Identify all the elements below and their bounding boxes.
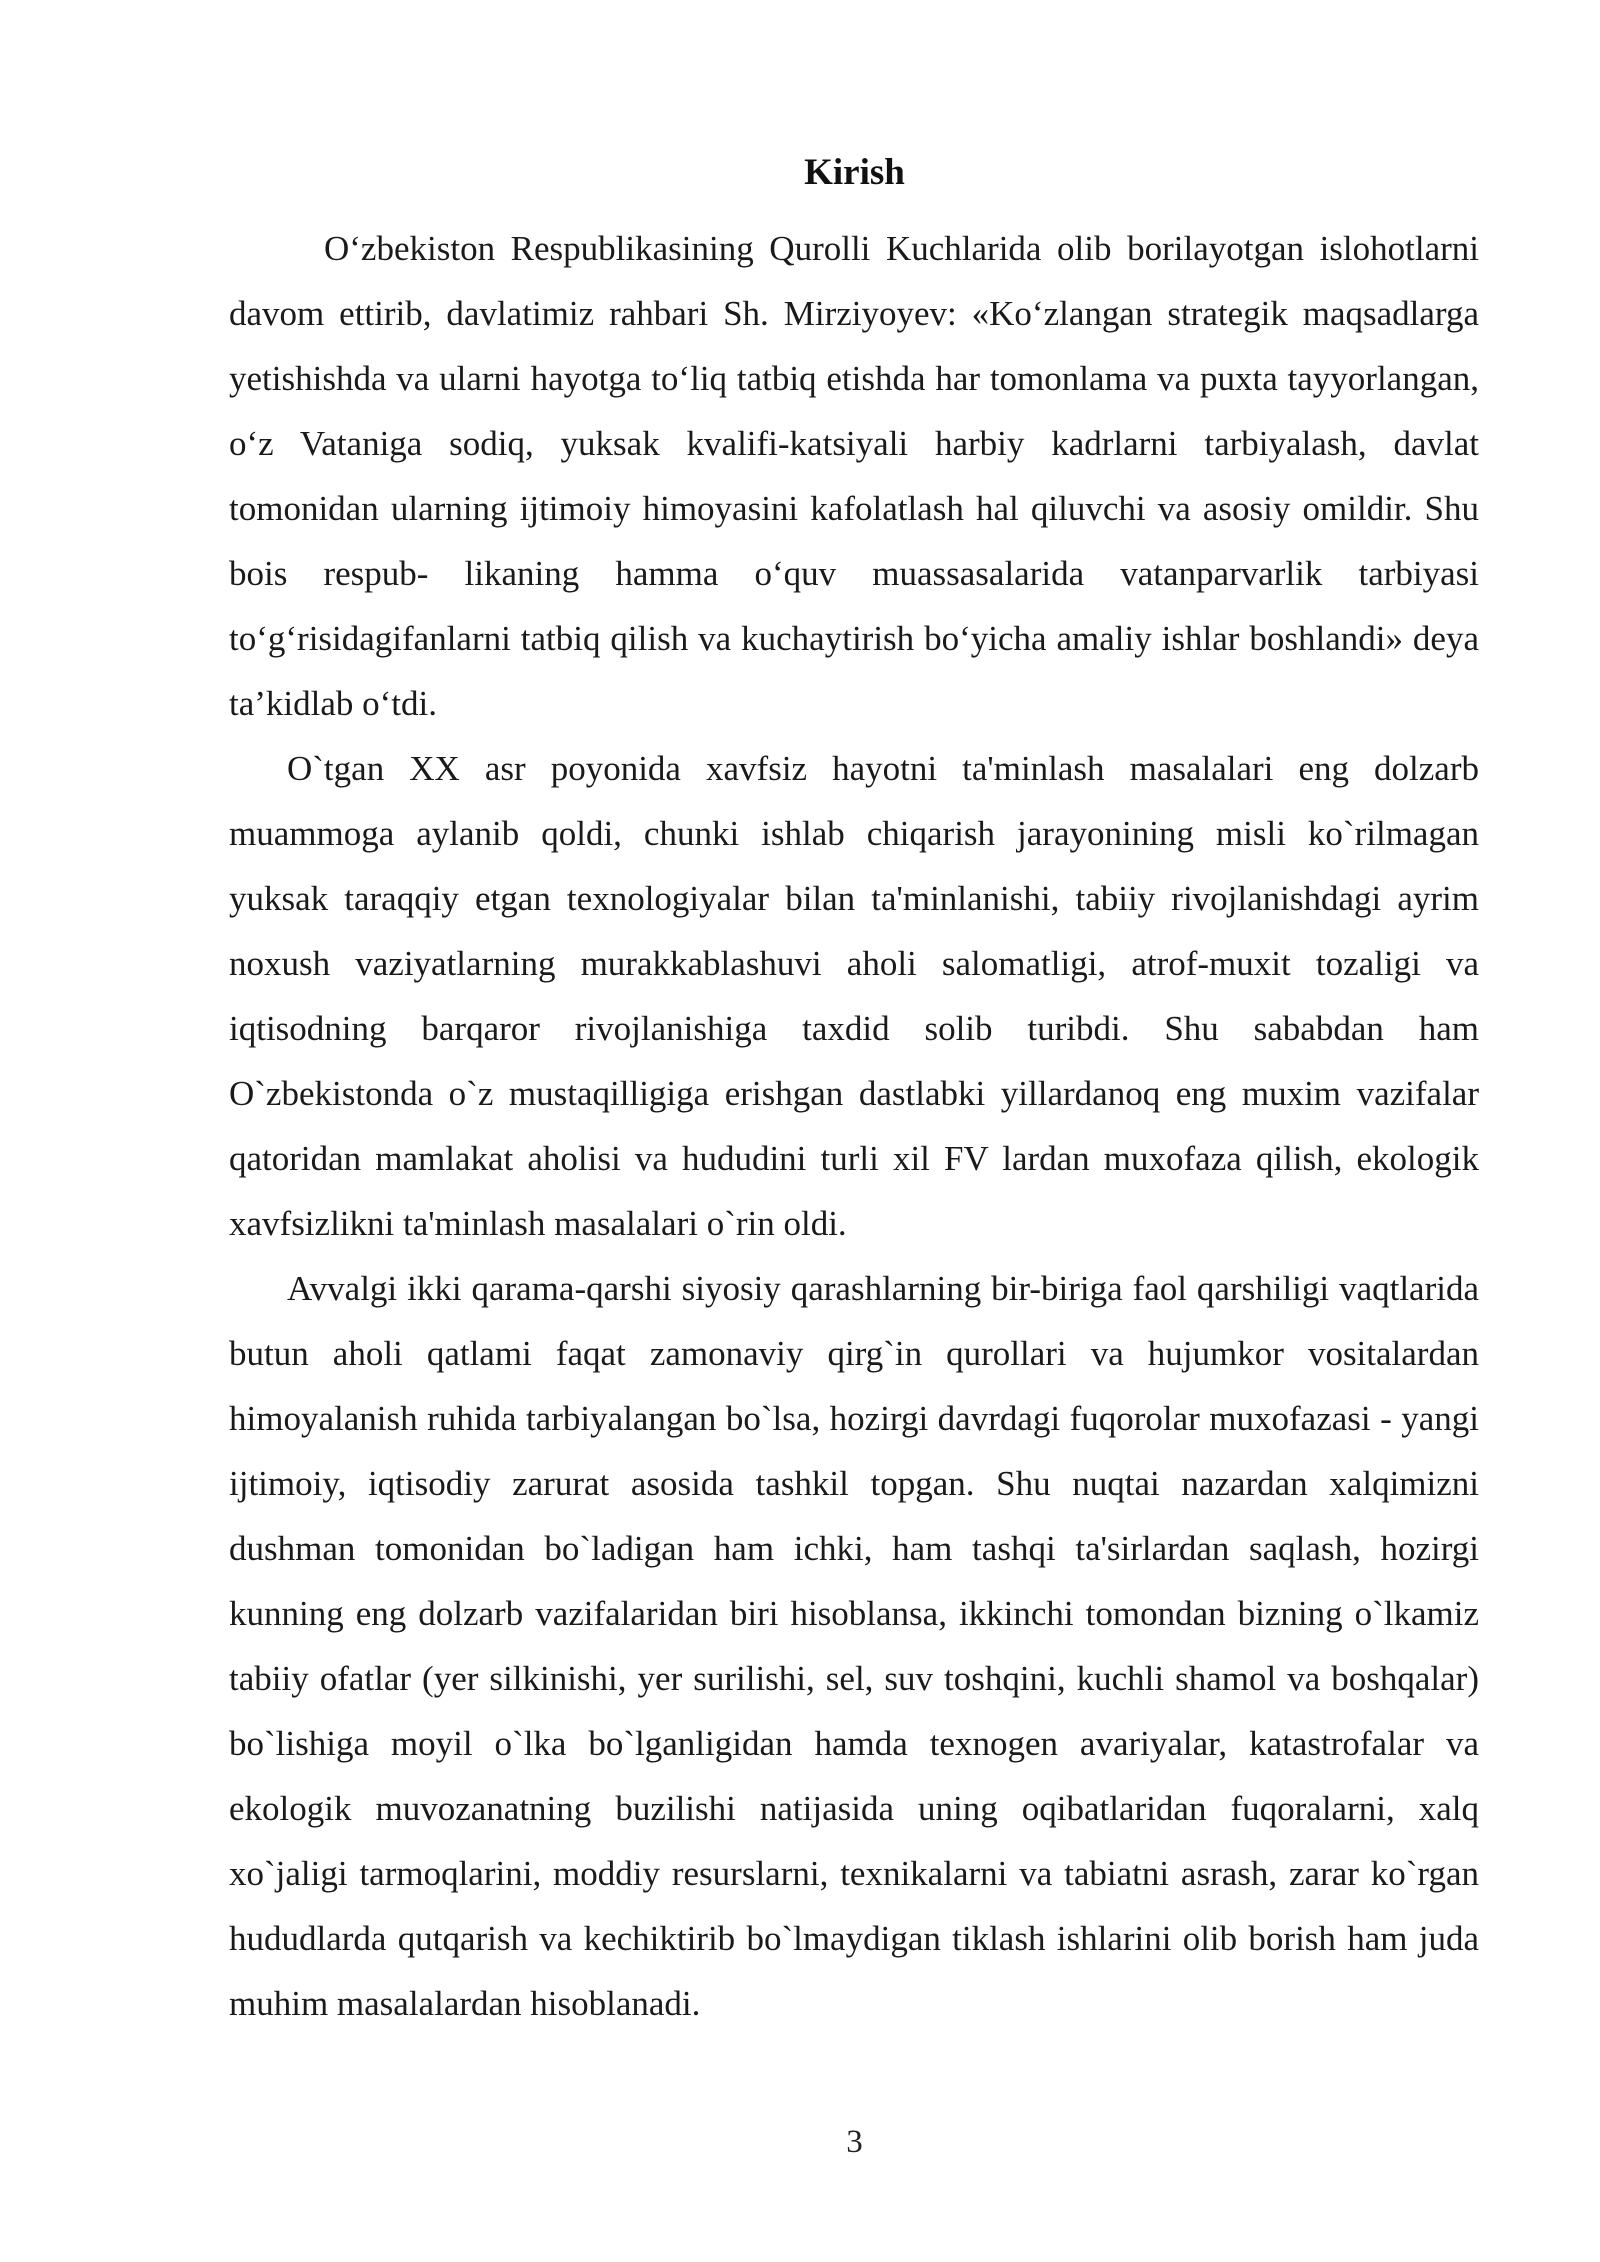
paragraph-1: O‘zbekiston Respublikasining Qurolli Kuchlarida olib borilayotgan islohotlarni davom ettirib, davlatimiz rahbari Sh. Mirziyoyev: «Ko‘zlangan strategik maqsadlarga yetishishda va ularni hayotga to‘liq tatbiq etishda har tomonlama va puxta tayyorlangan, o‘z Vataniga sodiq, yuksak kvalifi-katsiyali harbiy kadrlarni tarbiyalash, davlat tomonidan ularning ijtimoiy himoyasini kafolatlash hal qiluvchi va asosiy omildir. Shu bois respub- likaning hamma o‘quv muassasalarida vatanparvarlik tarbiyasi to‘g‘risidagifanlarni tatbiq qilish va kuchaytirish bo‘yicha amaliy ishlar boshlandi» deya ta’kidlab o‘tdi. <box>229 229 1479 723</box>
body-text <box>229 216 1479 2036</box>
paragraph-3: Avvalgi ikki qarama-qarshi siyosiy qarashlarning bir-biriga faol qarshiligi vaqtlarida butun aholi qatlami faqat zamonaviy qirg`in qurollari va hujumkor vositalardan himoyalanish ruhida tarbiyalangan bo`lsa, hozirgi davrdagi fuqorolar muxofazasi - yangi ijtimoiy, iqtisodiy zarurat asosida tashkil topgan. Shu nuqtai nazardan xalqimizni dushman tomonidan bo`ladigan ham ichki, ham tashqi ta'sirlardan saqlash, hozirgi kunning eng dolzarb vazifalaridan biri hisoblansa, ikkinchi tomondan bizning o`lkamiz tabiiy ofatlar (yer silkinishi, yer surilishi, sel, suv toshqini, kuchli shamol va boshqalar) bo`lishiga moyil o`lka bo`lganligidan hamda texnogen avariyalar, katastrofalar va ekologik muvozanatning buzilishi natijasida uning oqibatlaridan fuqoralarni, xalq xo`jaligi tarmoqlarini, moddiy resurslarni, texnikalarni va tabiatni asrash, zarar ko`rgan hududlarda qutqarish va kechiktirib bo`lmaydigan tiklash ishlarini olib borish ham juda muhim masalalardan hisoblanadi. <box>229 1269 1479 2023</box>
page-title: Kirish <box>804 152 905 193</box>
paragraph-2: O`tgan XX asr poyonida xavfsiz hayotni ta'minlash masalalari eng dolzarb muammoga aylanib qoldi, chunki ishlab chiqarish jarayonining misli ko`rilmagan yuksak taraqqiy etgan texnologiyalar bilan ta'minlanishi, tabiiy rivojlanishdagi ayrim noxush vaziyatlarning murakkablashuvi aholi salomatligi, atrof-muxit tozaligi va iqtisodning barqaror rivojlanishiga taxdid solib turibdi. Shu sababdan ham O`zbekistonda o`z mustaqilligiga erishgan dastlabki yillardanoq eng muxim vazifalar qatoridan mamlakat aholisi va hududini turli xil FV lardan muxofaza qilish, ekologik xavfsizlikni ta'minlash masalalari o`rin oldi. <box>229 749 1479 1243</box>
page-number: 3 <box>846 2124 863 2160</box>
